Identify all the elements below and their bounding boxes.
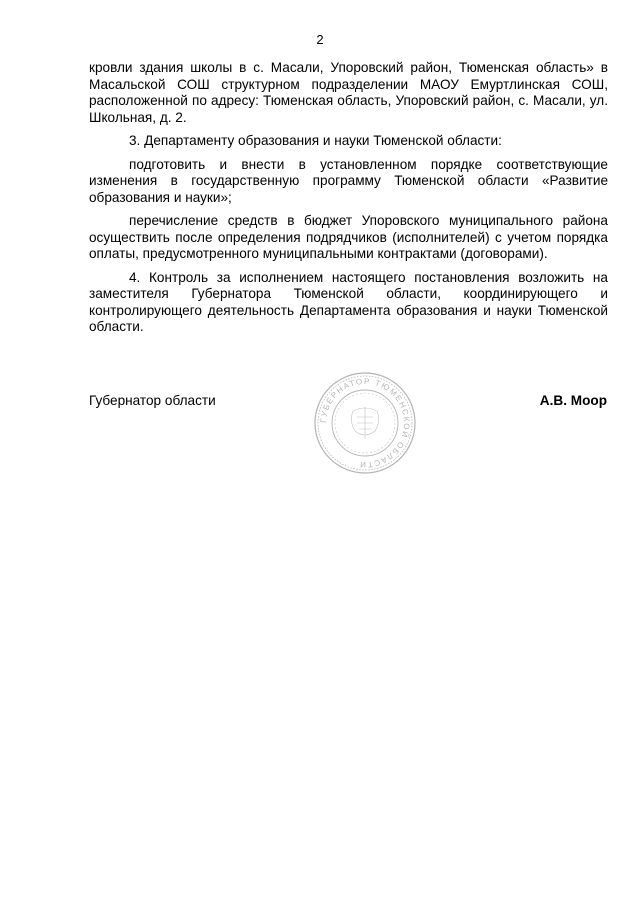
page-number: 2 — [316, 32, 324, 47]
official-seal-icon — [313, 371, 417, 475]
svg-text:ГУБЕРНАТОР ТЮМЕНСКОЙ ОБЛАСТИ: ГУБЕРНАТОР ТЮМЕНСКОЙ ОБЛАСТИ — [318, 376, 412, 470]
paragraph-item-3: 3. Департаменту образования и науки Тюменской области: — [129, 133, 502, 148]
paragraph-budget-transfer: перечисление средств в бюджет Упоровского муниципального района осуществить после определения подрядчиков (исполнителей) с учетом порядка оплаты, предусмотренного муниципальными контрактами (договорами). — [89, 213, 608, 261]
paragraph-continuation: кровли здания школы в с. Масали, Упоровский район, Тюменская область» в Масальской СОШ структурном подразделении МАОУ Емуртлинская СОШ, расположенной по адресу: Тюменская область, Упоровский район, с. Масали, ул. Школьная, д. 2. — [89, 60, 608, 125]
paragraph-prepare-changes: подготовить и внести в установленном порядке соответствующие изменения в государственную программу Тюменской области «Развитие образования и науки»; — [89, 156, 608, 205]
document-body — [89, 60, 608, 343]
signer-name: А.В. Моор — [539, 393, 607, 408]
paragraph-item-4: 4. Контроль за исполнением настоящего постановления возложить на заместителя Губернатора Тюменской области, координирующего и контролирующего деятельность Департамента образования и науки Тюменской области. — [89, 269, 608, 334]
signer-title: Губернатор области — [89, 393, 216, 408]
